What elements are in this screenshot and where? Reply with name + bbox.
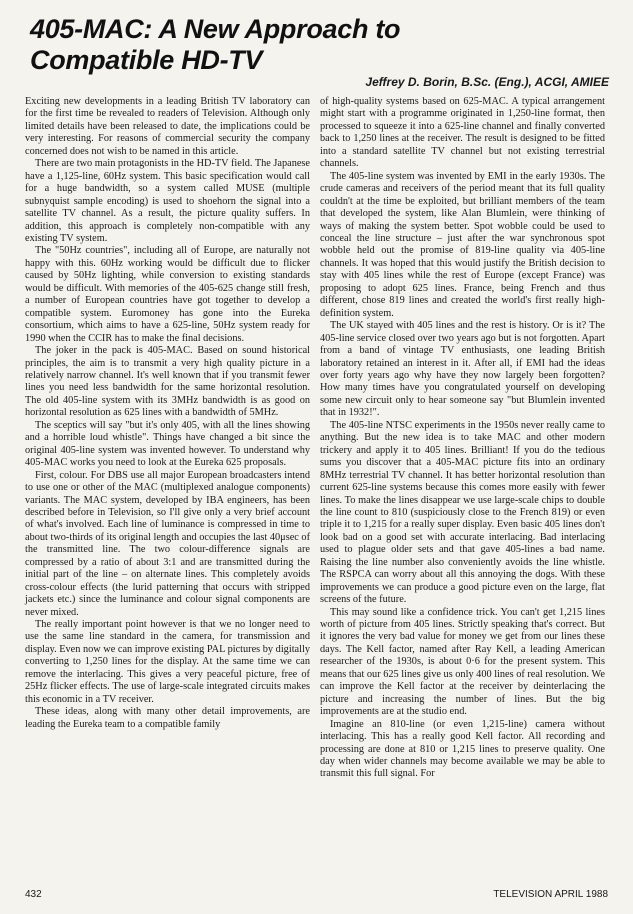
page-number: 432: [25, 889, 42, 900]
paragraph: The UK stayed with 405 lines and the rest is history. Or is it? The 405-line service closed over two years ago but is not forgotten. Apart from a band of vintage TV enthusiasts, one leading British laboratory retained an interest in it. After all, if EMI had the ideas over forty years ago why have they now largely been forgotten? How many times have you congratulated yourself on developing some new circuit only to hear someone say "but Blumlein invented that in 1932!".: [320, 320, 605, 419]
magazine-issue: TELEVISION APRIL 1988: [493, 889, 608, 900]
paragraph: These ideas, along with many other detail improvements, are leading the Eureka team to a compatible family: [25, 706, 310, 730]
paragraph: The joker in the pack is 405-MAC. Based on sound historical principles, the aim is to transmit a very high quality picture in a relatively narrow channel. It's well known that if you transmit fewer lines you need less bandwidth for the same horizontal resolution. The old 405-line system with its 3MHz bandwidth is as good on horizontal resolution as 625 lines with a bandwidth of 5MHz.: [25, 345, 310, 419]
paragraph: There are two main protagonists in the HD-TV field. The Japanese have a 1,125-line, 60Hz system. This basic specification would call for a huge bandwidth, so a system called MUSE (multiple subnyquist sample encoding) is used to shoehorn the signal into a satellite TV channel. As a result, the picture quality suffers. In addition, this approach is completely non-compatible with any existing TV system.: [25, 158, 310, 244]
paragraph: This may sound like a confidence trick. You can't get 1,215 lines worth of picture from 405 lines. Strictly speaking that's correct. But it ignores the very bad value for money we get from our lines these days. The Kell factor, named after Ray Kell, a leading American researcher of the 1930s, is about 0·6 for the present system. This means that our 625 lines give us only 400 lines of real resolution. We can improve the Kell factor at the receiver by deinterlacing the picture and increasing the number of lines. But the big improvements are at the studio end.: [320, 606, 605, 718]
paragraph: Exciting new developments in a leading British TV laboratory can for the first time be revealed to readers of Television. Although only limited details have been released to date, the implications could be very interesting. For reasons of commercial security the company concerned does not wish to be named in this article.: [25, 96, 310, 157]
paragraph: The sceptics will say "but it's only 405, with all the lines showing and a horrible loud whistle". Things have changed a bit since the original 405-line system was invented however. To understand why 405-MAC works you need to look at the Eureka 625 proposals.: [25, 419, 310, 469]
article-title: [30, 14, 590, 76]
paragraph: First, colour. For DBS use all major European broadcasters intend to use one or other of the MAC (multiplexed analogue components) variants. The MAC system, developed by IBA engineers, has been described before in Television, so I'll give only a very brief account of what's involved. Each line of luminance is compressed in time to about two-thirds of its original length and occupies the last 40μsec of the transmitted line. The two colour-difference signals are compressed by a ratio of about 3:1 and are transmitted during the initial part of the line – on alternate lines. This completely avoids cross-colour effects (the lurid patterning that occurs with stripped jackets etc.) since the luminance and colour signal components are never mixed.: [25, 469, 310, 618]
paragraph: The "50Hz countries", including all of Europe, are naturally not happy with this. 60Hz working would be difficult due to flicker caused by 50Hz lighting, while conversion to existing standards would be difficult. With memories of the 405-625 change still fresh, a number of European countries have got together to develop a compatible system. Euromoney has gone into the Eureka consortium, which aims to have a 625-line, 50Hz system ready for 1990 when the CCIR has to make the final decisions.: [25, 245, 310, 344]
title-line-2: Compatible HD-TV: [30, 45, 263, 75]
right-column: [320, 96, 605, 781]
paragraph: The really important point however is that we no longer need to use the same line standard in the camera, for transmission and display. Even now we can improve existing PAL pictures by digitally converting to 1,250 lines for the display. At the same time we can remove the interlacing. This gives a very peaceful picture, free of 25Hz flicker effects. The use of large-scale integrated circuits makes this economic in a TV receiver.: [25, 619, 310, 705]
title-line-1: 405-MAC: A New Approach to: [30, 14, 401, 44]
paragraph: Imagine an 810-line (or even 1,215-line) camera without interlacing. This has a really good Kell factor. All recording and processing are done at 810 or 1,215 lines to preserve quality. One day when wider channels may become available we may be able to transmit this full signal. For: [320, 718, 605, 780]
left-column: [25, 96, 310, 731]
paragraph: The 405-line NTSC experiments in the 1950s never really came to anything. But the new idea is to take MAC and other modern trickery and apply it to 405 lines. Brilliant! If you do the tedious sums you discover that a 405-MAC picture fits into an ordinary 8MHz terrestrial TV channel. It has better horizontal resolution than current 625-line systems because this comes more easily with fewer lines. To make the lines disappear we use large-scale chips to double the line count to 810 (suspiciously close to the French 819) or even triple it to 1,215 for a really super display. Even basic 405 lines don't look bad on a good set with accurate interlacing. Bad interlacing used to plague older sets and that gave 405-lines a bad name. Raising the line number also conveniently avoids the line whistle. The RSPCA can worry about all this annoying the dogs. With these improvements we can produce a good picture even on the large, flat screens of the future.: [320, 419, 605, 606]
paragraph: The 405-line system was invented by EMI in the early 1930s. The crude cameras and receivers of the period meant that its full quality couldn't at the time be exploited, but brilliant members of the team that developed the system, like Alan Blumlein, were thinking of ways of making the system better. Spot wobble could be used to conceal the line structure – just after the war synchronous spot wobble held out the promise of 819-line quality via 405-line channels. It was hoped that this would justify the British decision to stay with 405 lines while the rest of Europe (except France) was proposing to adopt 625 lines. France, being French and thus different, chose 819 lines and created the world's first really high-definition system.: [320, 170, 605, 319]
author-byline: Jeffrey D. Borin, B.Sc. (Eng.), ACGI, AMIEE: [365, 75, 609, 89]
paragraph: of high-quality systems based on 625-MAC. A typical arrangement might start with a programme originated in 1,250-line format, then processed to squeeze it into a 625-line channel and finally converted back to 1,250 lines at the receiver. The result is designed to be fitted into a standard satellite TV channel but not existing terrestrial channels.: [320, 96, 605, 170]
